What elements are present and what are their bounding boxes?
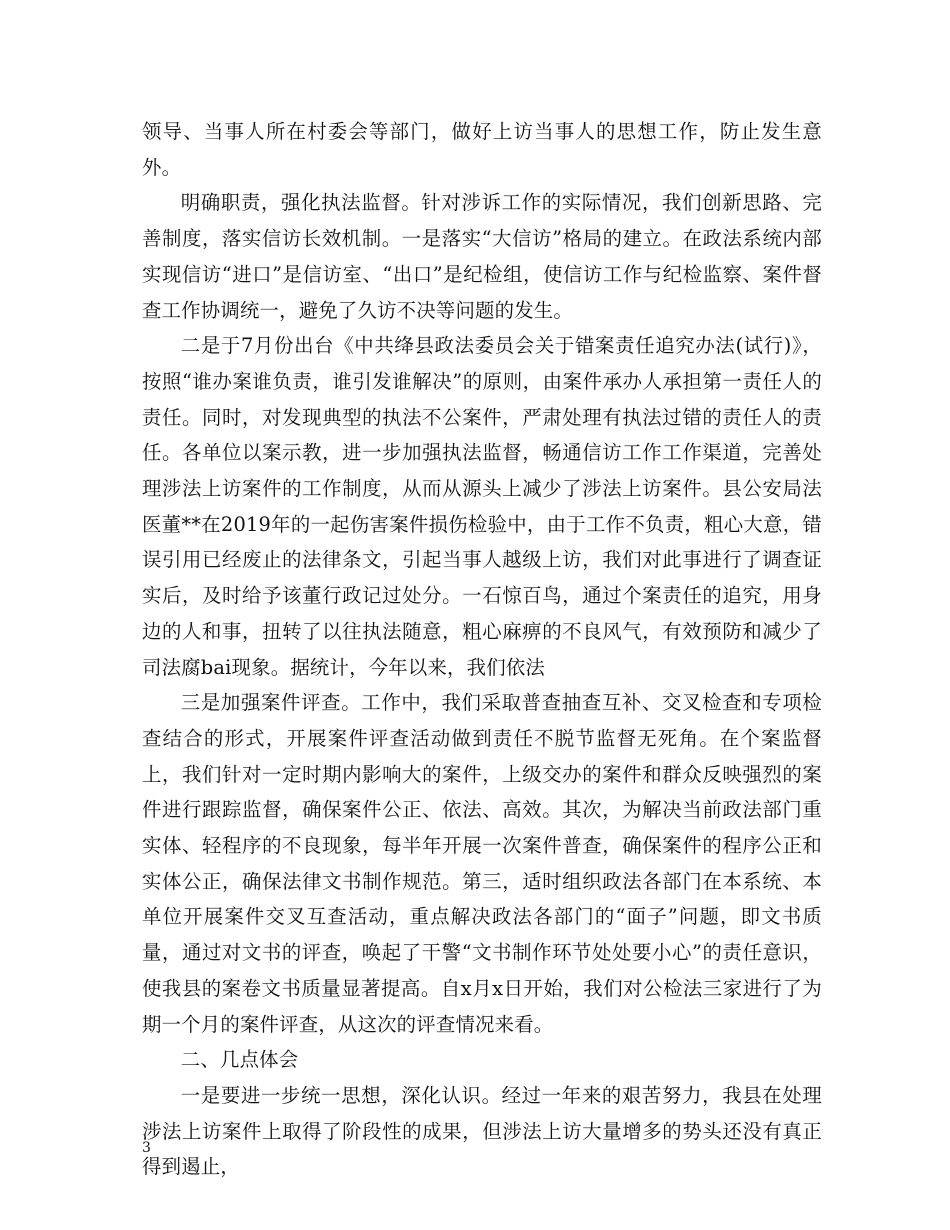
page-number: 3 — [142, 1140, 151, 1156]
paragraph-case-review: 三是加强案件评查。工作中，我们采取普查抽查互补、交叉检查和专项检查结合的形式，开展案件评查活动做到责任不脱节监督无死角。在个案监督上，我们针对一定时期内影响大的案件，上级交办的案件和群众反映强烈的案件进行跟踪监督，确保案件公正、依法、高效。其次，为解决当前政法部门重实体、轻程序的不良现象，每半年开展一次案件普查，确保案件的程序公正和实体公正，确保法律文书制作规范。第三，适时组织政法各部门在本系统、本单位开展案件交叉互查活动，重点解决政法各部门的“面子”问题，即文书质量，通过对文书的评查，唤起了干警“文书制作环节处处要小心”的责任意识，使我县的案卷文书质量显著提高。自x月x日开始，我们对公检法三家进行了为期一个月的案件评查，从这次的评查情况来看。 — [142, 691, 822, 1036]
paragraph-clarify-duties: 明确职责，强化执法监督。针对涉诉工作的实际情况，我们创新思路、完善制度，落实信访长效机制。一是落实“大信访”格局的建立。在政法系统内部实现信访“进口”是信访室、“出口”是纪检组，使信访工作与纪检监察、案件督查工作协调统一，避免了久访不决等问题的发生。 — [142, 191, 822, 322]
section-heading-experiences: 二、几点体会 — [180, 1048, 299, 1072]
paragraph-unify-thinking: 一是要进一步统一思想，深化认识。经过一年来的艰苦努力，我县在处理涉法上访案件上取得了阶段性的成果，但涉法上访大量增多的势头还没有真正得到遏止， — [142, 1083, 822, 1179]
paragraph-continued: 领导、当事人所在村委会等部门，做好上访当事人的思想工作，防止发生意外。 — [142, 120, 822, 179]
paragraph-accountability-measures: 二是于7月份出台《中共绛县政法委员会关于错案责任追究办法(试行)》，按照“谁办案谁负责，谁引发谁解决”的原则，由案件承办人承担第一责任人的责任。同时，对发现典型的执法不公案件，严肃处理有执法过错的责任人的责任。各单位以案示教，进一步加强执法监督，畅通信访工作工作渠道，完善处理涉法上访案件的工作制度，从而从源头上减少了涉法上访案件。县公安局法医董**在2019年的一起伤害案件损伤检验中，由于工作不负责，粗心大意，错误引用已经废止的法律条文，引起当事人越级上访，我们对此事进行了调查证实后，及时给予该董行政记过处分。一石惊百鸟，通过个案责任的追究，用身边的人和事，扭转了以往执法随意，粗心麻痹的不良风气，有效预防和减少了司法腐bai现象。据统计，今年以来，我们依法 — [142, 334, 822, 679]
document-body — [142, 114, 822, 1185]
